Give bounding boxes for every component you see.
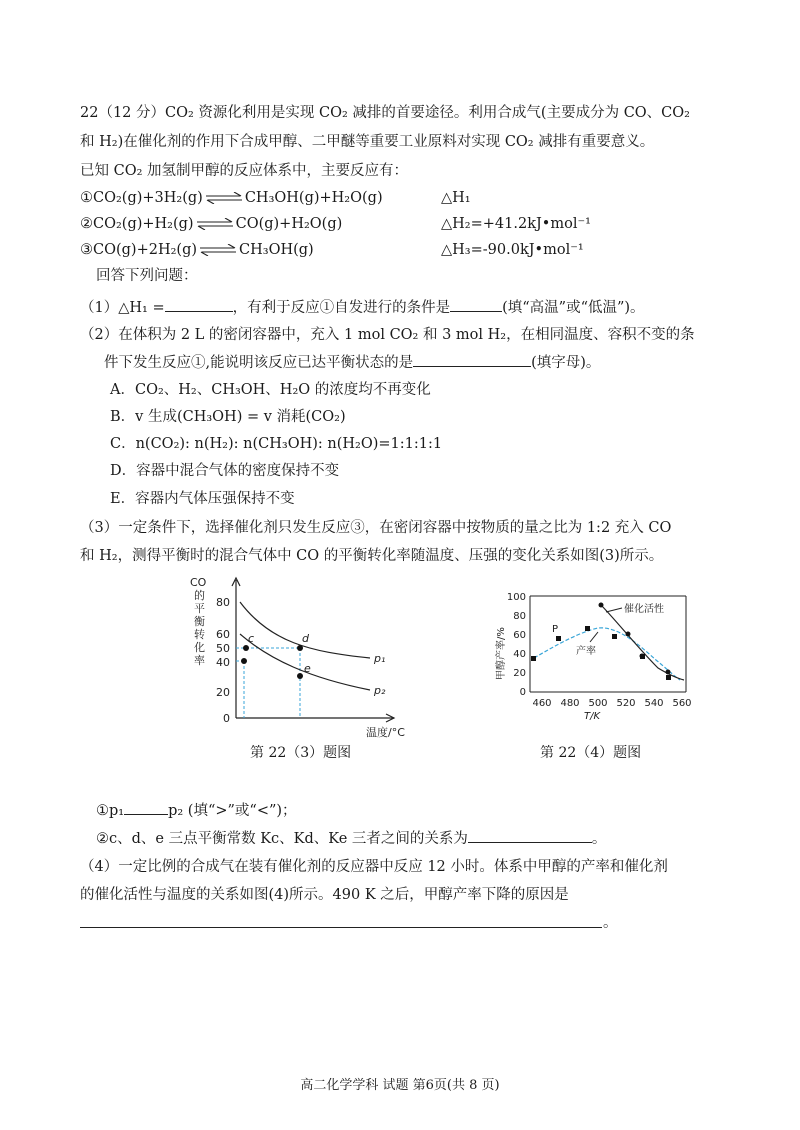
figure3-ylabel-5: 转 bbox=[194, 628, 205, 641]
figure4-ylabel: 甲醇产率/% bbox=[496, 627, 507, 680]
equilibrium-arrow-icon bbox=[196, 218, 234, 230]
figure4-ytick-80: 80 bbox=[513, 611, 526, 622]
reaction-1-left: ①CO₂(g)+3H₂(g) bbox=[80, 190, 203, 206]
part2-text-b: 件下发生反应①,能说明该反应已达平衡状态的是 bbox=[104, 355, 414, 371]
reaction-3 bbox=[80, 240, 314, 260]
reaction-3-left: ③CO(g)+2H₂(g) bbox=[80, 242, 198, 258]
figure4-xtick-500: 500 bbox=[588, 698, 608, 709]
figure4-xtick-460: 460 bbox=[532, 698, 552, 709]
figure3-ytick-20: 20 bbox=[216, 686, 230, 699]
part1-blank-dh[interactable] bbox=[165, 297, 233, 312]
figure4-ytick-100: 100 bbox=[506, 592, 526, 603]
figure3-ylabel-3: 平 bbox=[194, 602, 205, 615]
page-footer: 高二化学学科 试题 第6页(共 8 页) bbox=[300, 1078, 500, 1093]
reaction-2-dh: △H₂=+41.2kJ•mol⁻¹ bbox=[441, 216, 591, 232]
part3-q1-text-b: p₂ (填“>”或“<”)； bbox=[168, 803, 297, 819]
part1-text-b: ，有利于反应①自发进行的条件是 bbox=[232, 300, 451, 316]
figure4-point bbox=[531, 656, 536, 661]
figure3-chart bbox=[180, 572, 420, 744]
figure3-point-e bbox=[297, 673, 303, 679]
figure3-label-c: c bbox=[248, 632, 255, 645]
figure4-ytick-40: 40 bbox=[513, 649, 526, 660]
part1-text-a: （1）△H₁ = bbox=[80, 300, 165, 316]
figure3-point-c2 bbox=[241, 658, 247, 664]
option-e: E．容器内气体压强保持不变 bbox=[110, 491, 295, 507]
figure4-xtick-560: 560 bbox=[672, 698, 692, 709]
figure3-label-d: d bbox=[302, 632, 309, 645]
figure4-activity-pointer bbox=[606, 608, 622, 612]
figure4-curve-activity bbox=[600, 604, 684, 680]
figure4-xlabel: T/K bbox=[584, 711, 601, 722]
figure4-point bbox=[626, 632, 631, 637]
figure4-point bbox=[640, 654, 645, 659]
figure3-ylabel-7: 率 bbox=[194, 654, 205, 667]
figure3-ylabel-1: CO bbox=[190, 576, 207, 589]
figure4-label-yield: 产率 bbox=[576, 646, 596, 657]
figure3-ytick-50: 50 bbox=[216, 642, 230, 655]
part4-end: 。 bbox=[603, 915, 618, 931]
figure4-label-activity: 催化活性 bbox=[624, 604, 664, 615]
figure3-ylabel-4: 衡 bbox=[194, 615, 205, 628]
figure3-ylabel-6: 化 bbox=[194, 641, 205, 654]
figure3-ytick-60: 60 bbox=[216, 628, 230, 641]
figure4-point bbox=[599, 603, 604, 608]
part4-line1: （4）一定比例的合成气在装有催化剂的反应器中反应 12 小时。体系中甲醇的产率和催化剂 bbox=[80, 859, 668, 875]
part1-text-c: (填“高温”或“低温”)。 bbox=[502, 300, 645, 316]
option-c: C．n(CO₂): n(H₂): n(CH₃OH): n(H₂O)=1:1:1:1 bbox=[110, 436, 443, 452]
figure4-ytick-60: 60 bbox=[513, 630, 526, 641]
part1-blank-condition[interactable] bbox=[450, 297, 502, 312]
figure3-caption: 第 22（3）题图 bbox=[250, 745, 352, 761]
part3-q1 bbox=[96, 800, 297, 821]
figure4-xtick-480: 480 bbox=[560, 698, 580, 709]
reaction-2-left: ②CO₂(g)+H₂(g) bbox=[80, 216, 194, 232]
question-intro-line3: 已知 CO₂ 加氢制甲醇的反应体系中，主要反应有： bbox=[80, 163, 409, 179]
question-intro-line1: 22（12 分）CO₂ 资源化利用是实现 CO₂ 减排的首要途径。利用合成气(主要成分为 CO、CO₂ bbox=[80, 105, 690, 121]
reaction-1-right: CH₃OH(g)+H₂O(g) bbox=[244, 190, 383, 206]
part3-line2: 和 H₂，测得平衡时的混合气体中 CO 的平衡转化率随温度、压强的变化关系如图(3)所示。 bbox=[80, 548, 664, 564]
part3-q2 bbox=[96, 828, 606, 849]
figure3-curve-p1 bbox=[240, 602, 370, 658]
reaction-3-dh: △H₃=-90.0kJ•mol⁻¹ bbox=[441, 242, 584, 258]
figure4-xtick-520: 520 bbox=[616, 698, 636, 709]
figure3-ytick-0: 0 bbox=[223, 712, 230, 725]
reaction-2 bbox=[80, 214, 342, 234]
figure3-label-e: e bbox=[304, 662, 311, 675]
part2-line2 bbox=[104, 352, 600, 373]
equilibrium-arrow-icon bbox=[199, 244, 237, 256]
figure3-label-p2: p₂ bbox=[374, 684, 386, 697]
part3-q1-blank[interactable] bbox=[124, 800, 168, 815]
part4-line2: 的催化活性与温度的关系如图(4)所示。490 K 之后，甲醇产率下降的原因是 bbox=[80, 887, 569, 903]
figure4-yield-pointer bbox=[590, 632, 598, 642]
figure4-point bbox=[585, 626, 590, 631]
part2-text-c: (填字母)。 bbox=[531, 355, 601, 371]
figure3-ylabel-2: 的 bbox=[194, 589, 205, 602]
option-d: D．容器中混合气体的密度保持不变 bbox=[110, 463, 340, 479]
reaction-3-right: CH₃OH(g) bbox=[239, 242, 314, 258]
part1-line bbox=[80, 297, 645, 318]
figure4-curve-yield bbox=[534, 628, 680, 680]
figure3-ytick-80: 80 bbox=[216, 596, 230, 609]
figure4-ytick-0: 0 bbox=[519, 687, 526, 698]
figure4-point bbox=[612, 634, 617, 639]
question-intro-line2: 和 H₂)在催化剂的作用下合成甲醇、二甲醚等重要工业原料对实现 CO₂ 减排有重要意义。 bbox=[80, 134, 655, 150]
part2-line1: （2）在体积为 2 L 的密闭容器中，充入 1 mol CO₂ 和 3 mol H₂，在相同温度、容积不变的条 bbox=[80, 327, 695, 343]
figure3-point-d bbox=[297, 645, 303, 651]
figure3-xlabel: 温度/°C bbox=[366, 726, 405, 739]
reaction-2-right: CO(g)+H₂O(g) bbox=[235, 216, 343, 232]
answer-prompt: 回答下列问题： bbox=[96, 268, 198, 284]
figure4-ytick-20: 20 bbox=[513, 668, 526, 679]
figure4-point bbox=[666, 670, 671, 675]
part3-q2-end: 。 bbox=[591, 831, 607, 847]
figure3-point-c bbox=[243, 645, 249, 651]
part3-q2-blank[interactable] bbox=[468, 828, 592, 843]
figure4-point bbox=[666, 675, 671, 680]
part4-answer-line[interactable] bbox=[80, 927, 602, 928]
figure3-label-p1: p₁ bbox=[374, 652, 386, 665]
figure4-chart bbox=[488, 588, 698, 728]
figure4-caption: 第 22（4）题图 bbox=[540, 745, 642, 761]
figure3-ytick-40: 40 bbox=[216, 656, 230, 669]
part3-q1-text-a: ①p₁ bbox=[96, 803, 125, 819]
reaction-1 bbox=[80, 188, 383, 208]
part3-line1: （3）一定条件下，选择催化剂只发生反应③，在密闭容器中按物质的量之比为 1:2 充入 CO bbox=[80, 520, 672, 536]
part2-blank-answer[interactable] bbox=[413, 352, 531, 367]
figure4-xtick-540: 540 bbox=[644, 698, 664, 709]
reaction-1-dh: △H₁ bbox=[441, 190, 471, 206]
option-a: A．CO₂、H₂、CH₃OH、H₂O 的浓度均不再变化 bbox=[110, 382, 431, 398]
option-b: B．v 生成(CH₃OH) = v 消耗(CO₂) bbox=[110, 409, 346, 425]
figure4-point bbox=[556, 636, 561, 641]
equilibrium-arrow-icon bbox=[205, 192, 243, 204]
part3-q2-text: ②c、d、e 三点平衡常数 Kc、Kd、Ke 三者之间的关系为 bbox=[96, 831, 468, 847]
figure4-label-p: P bbox=[552, 624, 559, 635]
